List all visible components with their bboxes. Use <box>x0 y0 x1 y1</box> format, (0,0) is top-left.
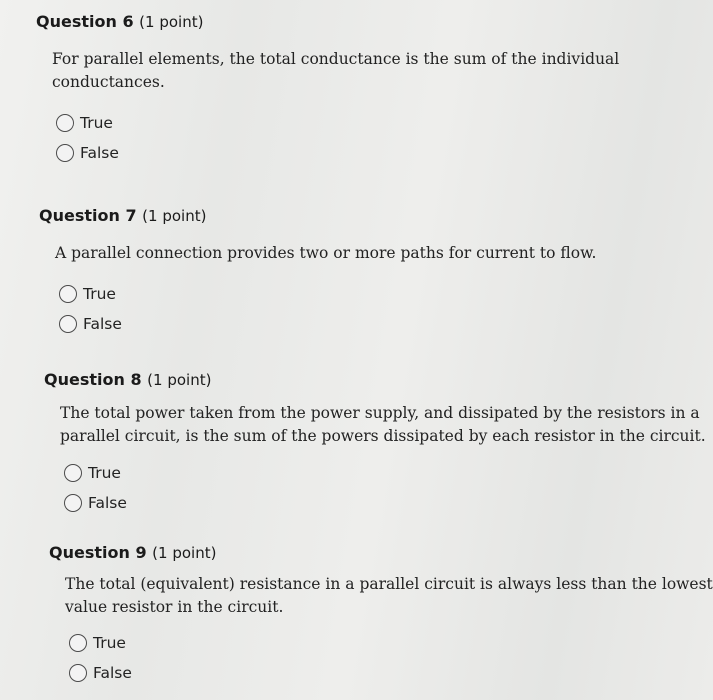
radio-button[interactable] <box>56 144 74 162</box>
question-title: Question 9 <box>49 543 147 562</box>
question-text-line: The total (equivalent) resistance in a parallel circuit is always less than the lowest <box>65 575 713 593</box>
radio-button[interactable] <box>64 464 82 482</box>
option-label[interactable]: True <box>88 464 121 482</box>
option-true[interactable] <box>69 628 642 658</box>
question-text-line: value resistor in the circuit. <box>65 598 284 616</box>
radio-button[interactable] <box>69 664 87 682</box>
option-label[interactable]: False <box>80 144 119 162</box>
question-text <box>60 402 706 448</box>
question-header <box>44 370 642 389</box>
option-true[interactable] <box>64 458 642 488</box>
question-header <box>39 206 642 225</box>
question-points: (1 point) <box>139 13 204 31</box>
question-8 <box>44 370 706 518</box>
question-points: (1 point) <box>152 544 217 562</box>
radio-button[interactable] <box>69 634 87 652</box>
question-title: Question 6 <box>36 12 134 31</box>
answer-options <box>56 108 642 168</box>
question-text-line: For parallel elements, the total conductance is the sum of the individual <box>52 50 620 68</box>
question-text-line: parallel circuit, is the sum of the powers dissipated by each resistor in the circuit. <box>60 427 706 445</box>
question-title: Question 7 <box>39 206 137 225</box>
option-label[interactable]: False <box>93 664 132 682</box>
question-text <box>52 48 642 94</box>
question-points: (1 point) <box>142 207 207 225</box>
answer-options <box>69 628 642 688</box>
option-label[interactable]: True <box>93 634 126 652</box>
option-false[interactable] <box>69 658 642 688</box>
option-false[interactable] <box>59 309 642 339</box>
option-label[interactable]: True <box>80 114 113 132</box>
question-text-line: The total power taken from the power supply, and dissipated by the resistors in a <box>60 404 700 422</box>
question-7 <box>39 206 642 339</box>
question-text-line: A parallel connection provides two or more paths for current to flow. <box>55 244 597 262</box>
question-points: (1 point) <box>147 371 212 389</box>
option-label[interactable]: True <box>83 285 116 303</box>
question-header <box>36 12 642 31</box>
option-true[interactable] <box>59 279 642 309</box>
answer-options <box>64 458 642 518</box>
question-text <box>65 573 713 619</box>
question-text <box>55 242 642 265</box>
answer-options <box>59 279 642 339</box>
question-6 <box>36 12 642 168</box>
question-text-line: conductances. <box>52 73 165 91</box>
option-false[interactable] <box>56 138 642 168</box>
option-label[interactable]: False <box>83 315 122 333</box>
option-false[interactable] <box>64 488 642 518</box>
question-title: Question 8 <box>44 370 142 389</box>
question-header <box>49 543 642 562</box>
radio-button[interactable] <box>59 315 77 333</box>
option-label[interactable]: False <box>88 494 127 512</box>
question-9 <box>49 543 713 688</box>
radio-button[interactable] <box>59 285 77 303</box>
option-true[interactable] <box>56 108 642 138</box>
radio-button[interactable] <box>56 114 74 132</box>
radio-button[interactable] <box>64 494 82 512</box>
